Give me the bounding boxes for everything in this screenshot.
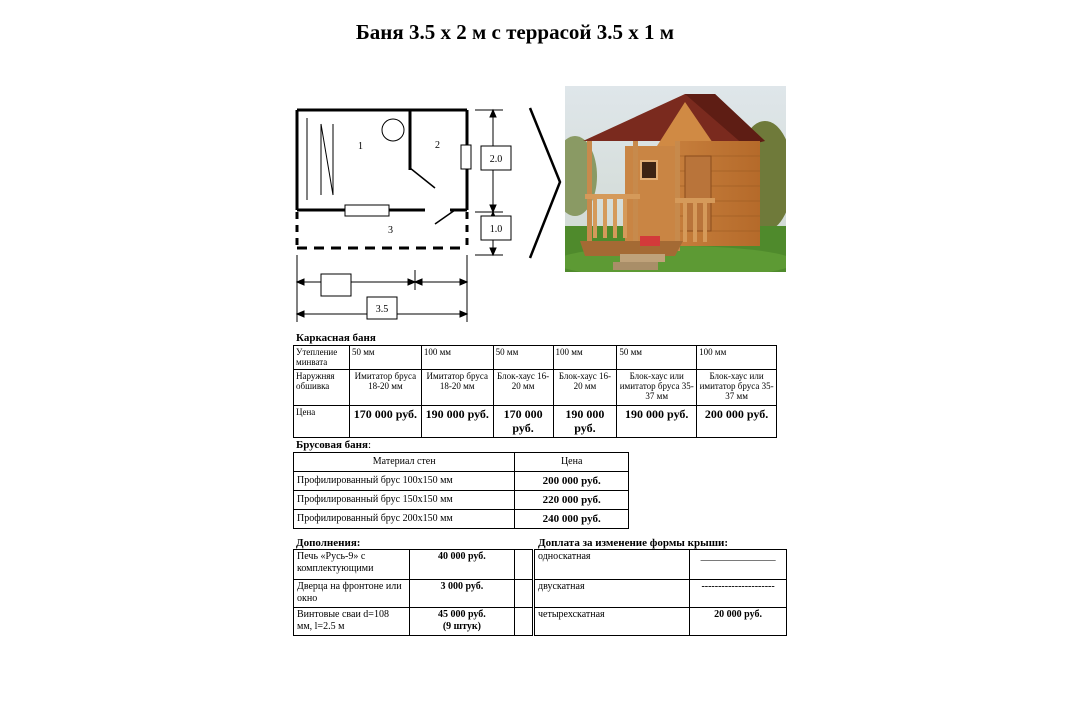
frame-row-label-price: Цена bbox=[294, 405, 350, 437]
frame-price-cell: 170 000 руб. bbox=[493, 405, 553, 437]
roof-section-title: Доплата за изменение формы крыши: bbox=[538, 537, 728, 549]
plan-room-3-label: 3 bbox=[388, 225, 393, 236]
addition-price-cell: 40 000 руб. bbox=[409, 550, 514, 580]
addition-spacer-cell bbox=[515, 550, 533, 580]
addition-price-value: 45 000 руб. bbox=[437, 609, 486, 620]
frame-price-cell: 170 000 руб. bbox=[349, 405, 421, 437]
timber-header-price: Цена bbox=[515, 453, 629, 472]
timber-material-cell: Профилированный брус 150х150 мм bbox=[294, 491, 515, 510]
timber-table bbox=[293, 452, 629, 529]
addition-price-cell bbox=[409, 608, 514, 636]
roof-type-cell: односкатная bbox=[535, 550, 690, 580]
timber-section-title-colon: : bbox=[367, 439, 372, 451]
frame-insulation-cell: 50 мм bbox=[349, 346, 421, 370]
addition-item-cell: Винтовые сваи d=108 мм, l=2.5 м bbox=[294, 608, 410, 636]
timber-header-material: Материал стен bbox=[294, 453, 515, 472]
roof-type-cell: двускатная bbox=[535, 580, 690, 608]
frame-table bbox=[293, 345, 777, 438]
frame-price-cell: 190 000 руб. bbox=[553, 405, 617, 437]
floor-plan-drawing bbox=[285, 100, 565, 325]
timber-material-cell: Профилированный брус 100х150 мм bbox=[294, 472, 515, 491]
roof-price-cell: 20 000 руб. bbox=[690, 608, 787, 636]
addition-spacer-cell bbox=[515, 608, 533, 636]
frame-insulation-cell: 100 мм bbox=[697, 346, 777, 370]
page-title: Баня 3.5 х 2 м с террасой 3.5 х 1 м bbox=[355, 20, 675, 44]
timber-material-cell: Профилированный брус 200х150 мм bbox=[294, 510, 515, 529]
frame-cladding-cell: Блок-хаус 16-20 мм bbox=[553, 369, 617, 405]
timber-price-cell: 200 000 руб. bbox=[515, 472, 629, 491]
roof-table bbox=[534, 549, 787, 636]
additions-table bbox=[293, 549, 533, 636]
frame-price-cell: 200 000 руб. bbox=[697, 405, 777, 437]
plan-room-2-label: 2 bbox=[435, 140, 440, 151]
frame-insulation-cell: 50 мм bbox=[617, 346, 697, 370]
frame-row-label-insulation: Утепление минвата bbox=[294, 346, 350, 370]
plan-room-1-label: 1 bbox=[358, 141, 363, 152]
sauna-photo bbox=[565, 86, 786, 272]
frame-insulation-cell: 50 мм bbox=[493, 346, 553, 370]
frame-cladding-cell: Имитатор бруса 18-20 мм bbox=[349, 369, 421, 405]
additions-section-title: Дополнения: bbox=[296, 537, 361, 549]
plan-dim-width: 3.5 bbox=[375, 304, 389, 315]
addition-spacer-cell bbox=[515, 580, 533, 608]
frame-insulation-cell: 100 мм bbox=[553, 346, 617, 370]
timber-section-title-wrap bbox=[296, 439, 371, 451]
timber-price-cell: 220 000 руб. bbox=[515, 491, 629, 510]
frame-cladding-cell: Блок-хаус или имитатор бруса 35-37 мм bbox=[697, 369, 777, 405]
frame-cladding-cell: Имитатор бруса 18-20 мм bbox=[421, 369, 493, 405]
frame-cladding-cell: Блок-хаус 16-20 мм bbox=[493, 369, 553, 405]
roof-type-cell: четырехскатная bbox=[535, 608, 690, 636]
roof-price-cell: ---------------------- bbox=[690, 580, 787, 608]
addition-price-cell: 3 000 руб. bbox=[409, 580, 514, 608]
addition-item-cell: Дверца на фронтоне или окно bbox=[294, 580, 410, 608]
timber-section-title: Брусовая баня bbox=[296, 439, 368, 451]
roof-price-cell: _______________ bbox=[690, 550, 787, 580]
frame-cladding-cell: Блок-хаус или имитатор бруса 35-37 мм bbox=[617, 369, 697, 405]
plan-dim-terrace-height: 1.0 bbox=[489, 224, 503, 235]
frame-section-title: Каркасная баня bbox=[296, 332, 376, 344]
frame-price-cell: 190 000 руб. bbox=[421, 405, 493, 437]
plan-dim-room-height: 2.0 bbox=[489, 154, 503, 165]
frame-insulation-cell: 100 мм bbox=[421, 346, 493, 370]
timber-price-cell: 240 000 руб. bbox=[515, 510, 629, 529]
addition-price-note: (9 штук) bbox=[442, 620, 481, 632]
frame-price-cell: 190 000 руб. bbox=[617, 405, 697, 437]
addition-item-cell: Печь «Русь-9» с комплектующими bbox=[294, 550, 410, 580]
frame-row-label-cladding: Наружняя обшивка bbox=[294, 369, 350, 405]
